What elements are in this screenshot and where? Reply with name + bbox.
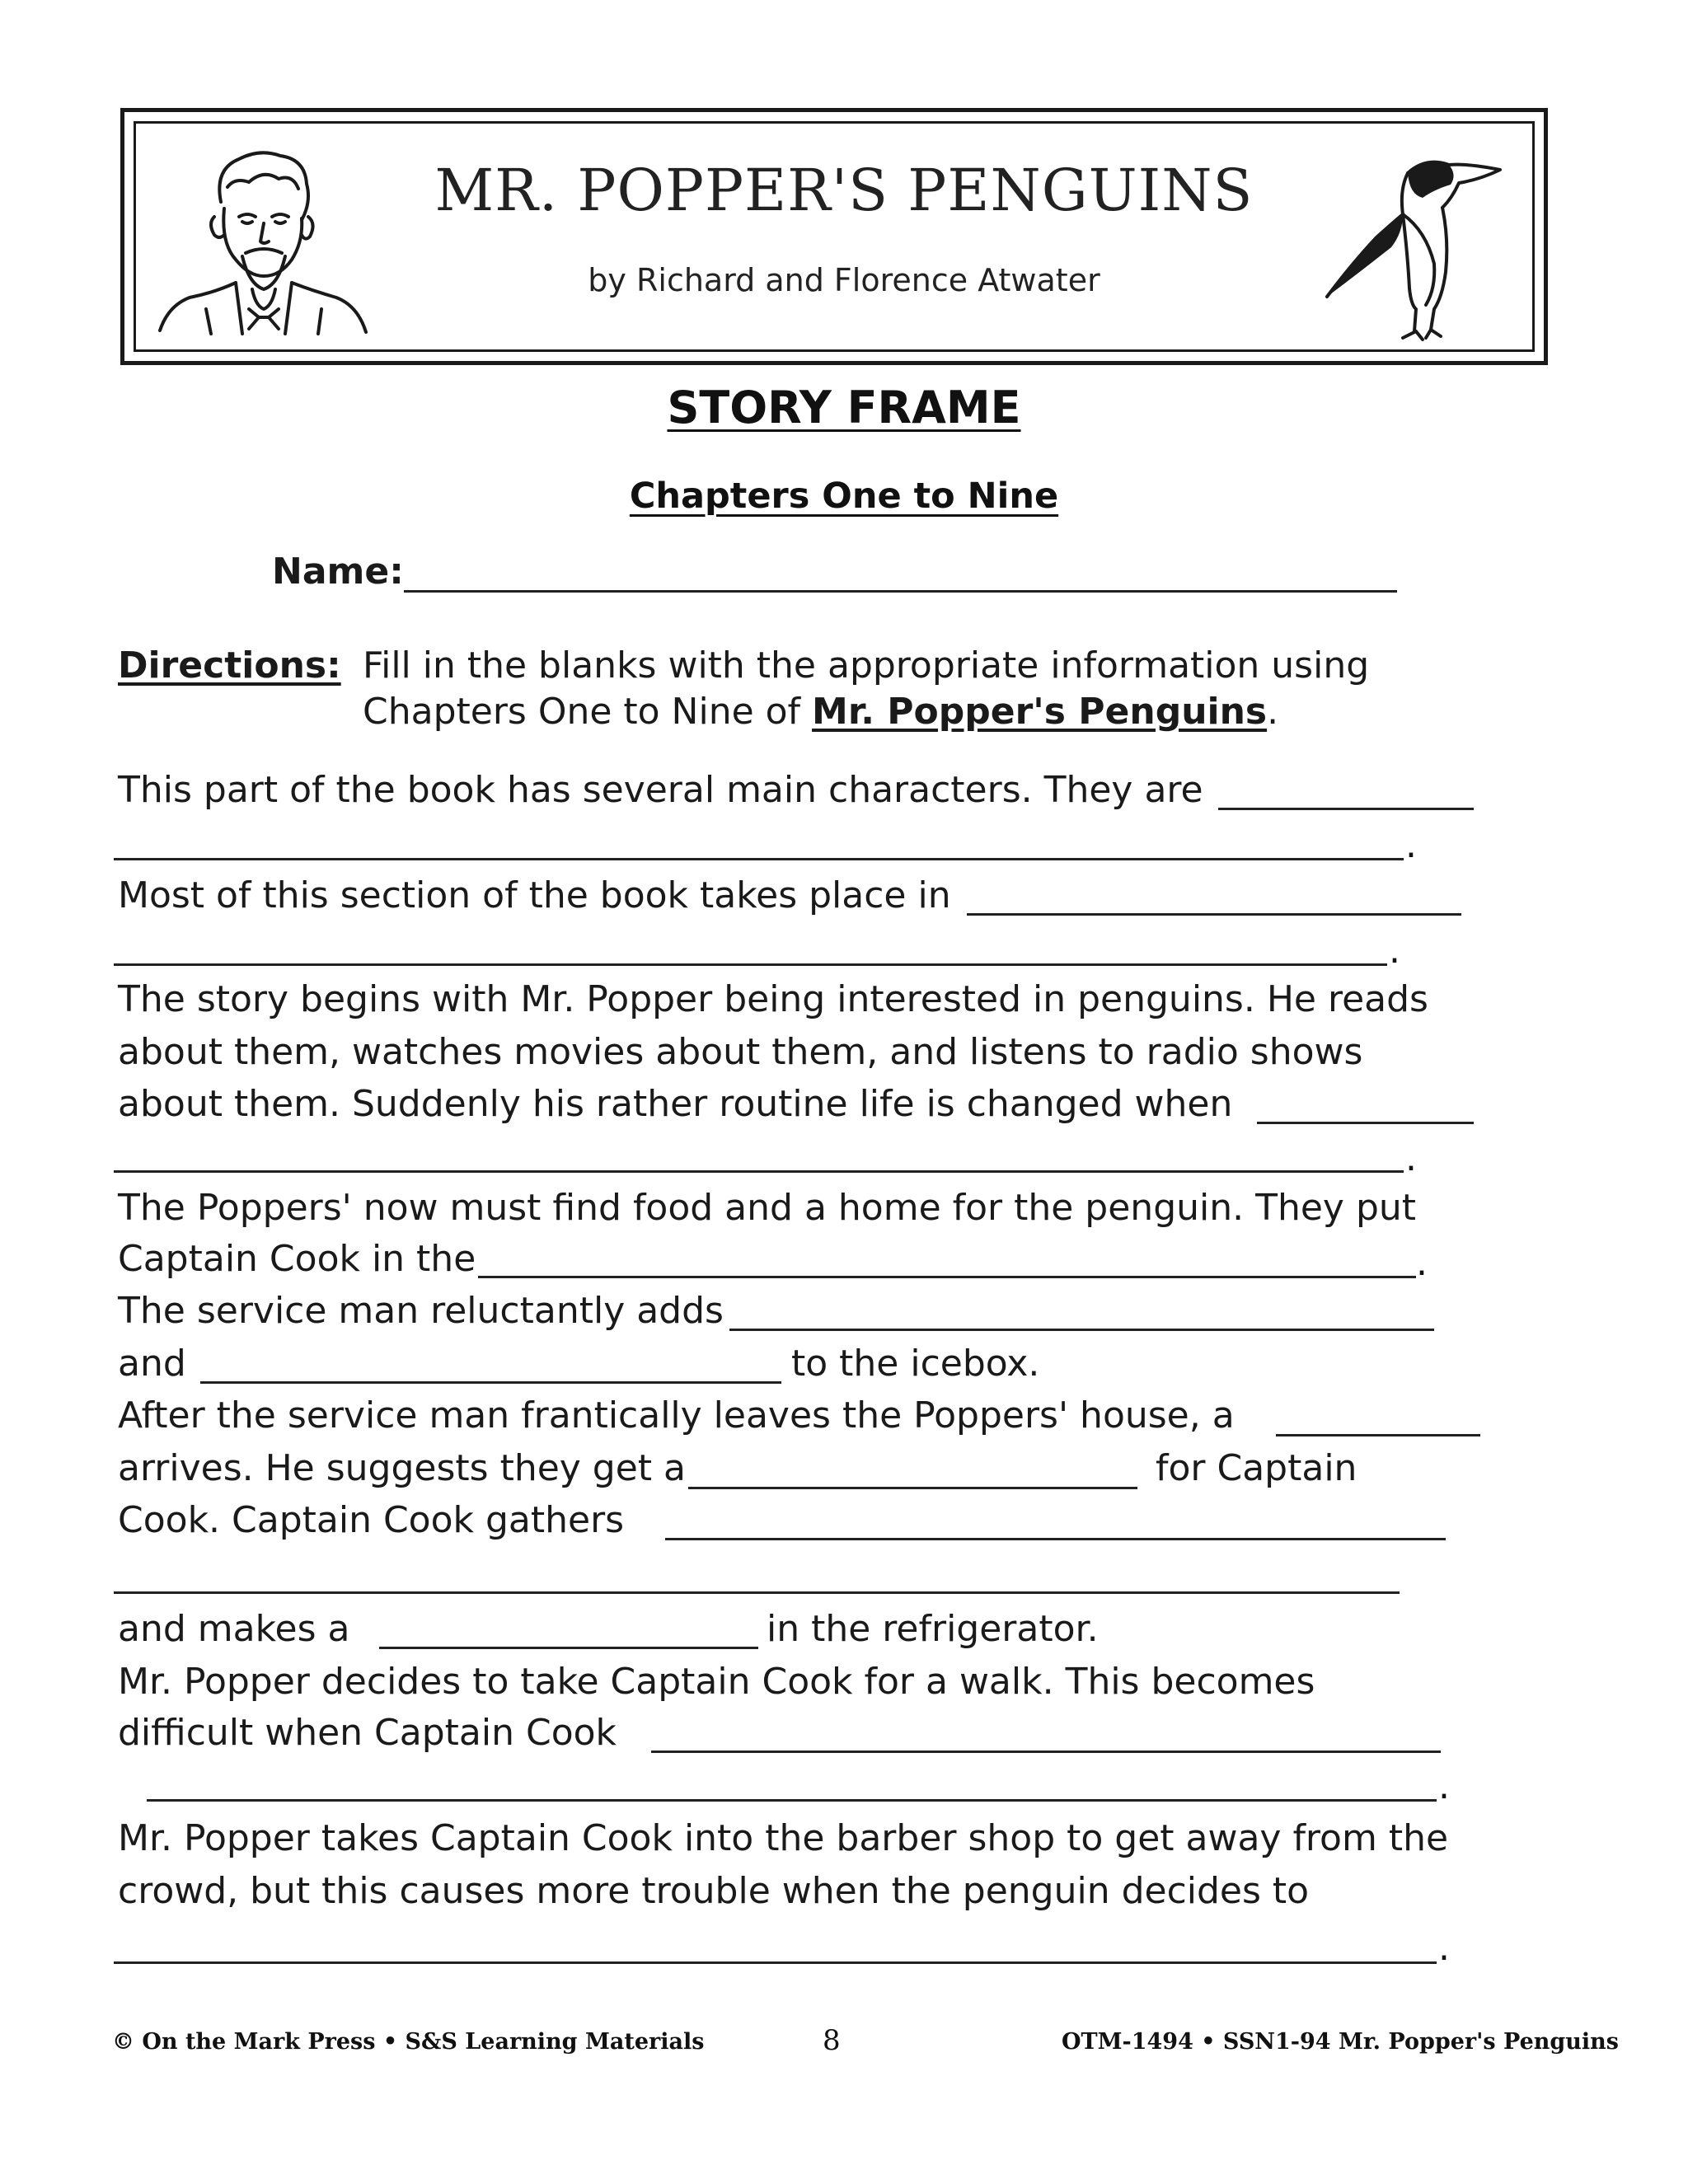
book-title: MR. POPPER'S PENGUINS: [434, 157, 1254, 224]
cook-gathers-prompt: Cook. Captain Cook gathers: [118, 1499, 625, 1541]
arrives-prompt: arrives. He suggests they get a: [118, 1447, 687, 1489]
setting-blank-1[interactable]: [967, 913, 1461, 916]
name-label: Name:: [272, 551, 404, 593]
for-captain-text: for Captain: [1156, 1447, 1357, 1489]
difficult-when-blank-1[interactable]: [651, 1750, 1441, 1753]
characters-blank-1[interactable]: [1218, 808, 1474, 810]
setting-prompt: Most of this section of the book takes place in: [118, 874, 951, 916]
after-service-prompt: After the service man frantically leaves the Poppers' house, a: [118, 1394, 1235, 1436]
walk-line-1: Mr. Popper decides to take Captain Cook for a walk. This becomes: [118, 1661, 1315, 1703]
to-icebox-text: to the icebox.: [791, 1343, 1040, 1385]
name-blank[interactable]: [404, 590, 1397, 593]
story-line-2: about them, watches movies about them, and listens to radio shows: [118, 1031, 1363, 1073]
gathers-blank-2[interactable]: [114, 1591, 1400, 1594]
characters-period: .: [1405, 824, 1417, 866]
and-label: and: [118, 1343, 186, 1385]
penguin-decides-blank[interactable]: [114, 1961, 1437, 1964]
put-captain-cook-period: .: [1416, 1242, 1428, 1284]
page-number: 8: [823, 2024, 841, 2057]
service-adds-blank[interactable]: [729, 1329, 1434, 1331]
story-line-3: about them. Suddenly his rather routine life is changed when: [118, 1083, 1233, 1125]
story-line-1: The story begins with Mr. Popper being interested in penguins. He reads: [118, 978, 1428, 1020]
directions-label: Directions:: [118, 644, 341, 687]
section-title: STORY FRAME: [667, 382, 1021, 434]
chapter-range-heading: Chapters One to Nine: [629, 476, 1059, 517]
difficult-when-blank-2[interactable]: [147, 1799, 1437, 1802]
changed-when-blank-2[interactable]: [114, 1170, 1404, 1173]
footer-product-code: OTM-1494 • SSN1-94 Mr. Popper's Penguins: [1062, 2029, 1619, 2055]
barber-line-1: Mr. Popper takes Captain Cook into the barber shop to get away from the: [118, 1817, 1449, 1859]
difficult-when-period: .: [1438, 1765, 1450, 1807]
changed-when-blank-1[interactable]: [1257, 1122, 1474, 1124]
book-author: by Richard and Florence Atwater: [588, 262, 1100, 298]
makes-a-blank[interactable]: [379, 1647, 758, 1649]
directions-line-1: Fill in the blanks with the appropriate information using: [363, 644, 1370, 687]
food-line-1: The Poppers' now must find food and a home for the penguin. They put: [118, 1187, 1417, 1229]
put-captain-cook-blank[interactable]: [478, 1276, 1416, 1278]
suggests-blank[interactable]: [688, 1487, 1137, 1489]
barber-line-2: crowd, but this causes more trouble when the penguin decides to: [118, 1870, 1310, 1912]
gathers-blank-1[interactable]: [665, 1538, 1446, 1540]
makes-a-prompt: and makes a: [118, 1608, 350, 1650]
walk-line-2: difficult when Captain Cook: [118, 1712, 617, 1754]
characters-blank-2[interactable]: [114, 858, 1404, 860]
characters-prompt: This part of the book has several main characters. They are: [118, 769, 1203, 811]
penguin-decides-period: .: [1438, 1927, 1450, 1969]
service-adds-prompt: The service man reluctantly adds: [118, 1290, 724, 1332]
directions-line-2-prefix: Chapters One to Nine of: [363, 691, 813, 733]
directions-line-2: [363, 686, 1278, 738]
directions-period: .: [1267, 691, 1279, 733]
food-line-2: Captain Cook in the: [118, 1238, 476, 1280]
visitor-blank[interactable]: [1276, 1434, 1480, 1436]
changed-when-period: .: [1405, 1137, 1417, 1179]
setting-blank-2[interactable]: [114, 963, 1387, 966]
footer-publisher: © On the Mark Press • S&S Learning Materials: [112, 2029, 705, 2055]
and-blank[interactable]: [200, 1381, 781, 1384]
setting-period: .: [1389, 930, 1400, 972]
book-reference: Mr. Popper's Penguins: [812, 691, 1268, 733]
in-refrigerator-text: in the refrigerator.: [767, 1608, 1099, 1650]
